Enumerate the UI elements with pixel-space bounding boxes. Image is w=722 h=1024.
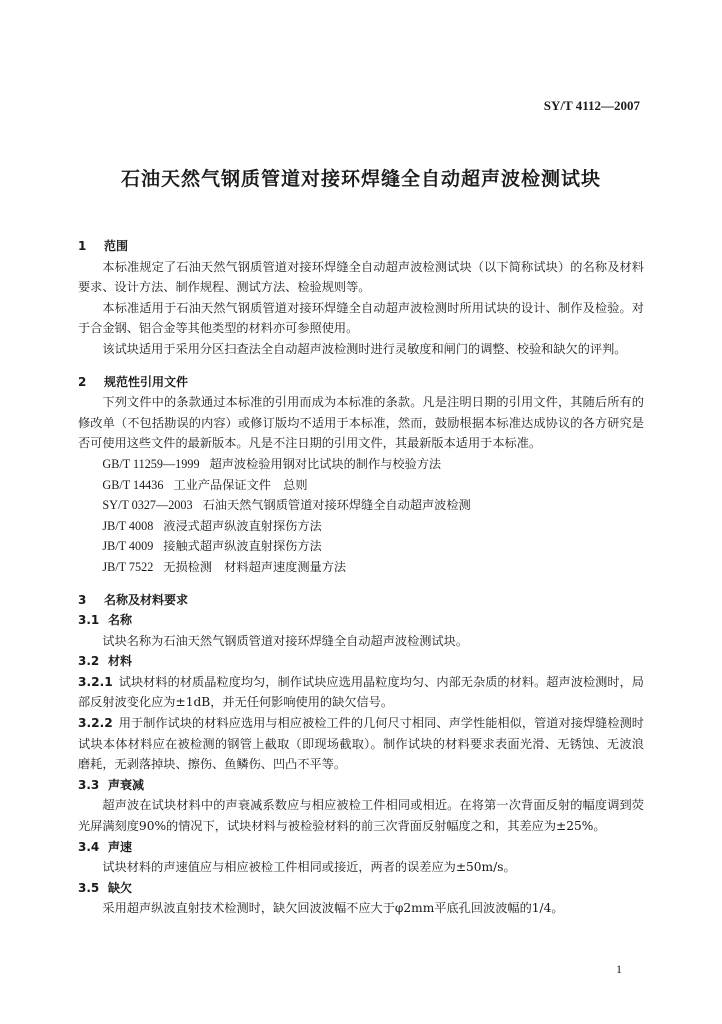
reference-item (102, 536, 644, 557)
paragraph: 试块名称为石油天然气钢质管道对接环焊缝全自动超声波检测试块。 (102, 633, 469, 648)
subsection-3-4-heading (78, 837, 644, 858)
paragraph: 试块材料的声速值应与相应被检工件相同或接近，两者的误差应为±50m/s。 (102, 860, 516, 875)
subsection-3-5-heading (78, 878, 644, 899)
reference-name: 液浸式超声纵波直射探伤方法 (163, 518, 322, 533)
reference-item (102, 475, 644, 496)
document-title: 石油天然气钢质管道对接环焊缝全自动超声波检测试块 (120, 168, 601, 190)
section-number: 1 (78, 239, 87, 253)
reference-code: JB/T 4008 (102, 518, 154, 533)
paragraph: 超声波在试块材料中的声衰减系数应与相应被检工件相同或相近。在将第一次背面反射的幅度调到荧光屏满刻度90%的情况下，试块材料与被检验材料的前三次背面反射幅度之和，其差应为±25%。 (78, 798, 644, 834)
subsection-title: 声速 (108, 839, 133, 854)
subsection-3-3-heading (78, 775, 644, 796)
section-title: 范围 (104, 239, 129, 253)
clause-text: 用于制作试块的材料应选用与相应被检工件的几何尺寸相同、声学性能相似，管道对接焊缝检测时试块本体材料应在被检测的钢管上截取（即现场截取）。制作试块的材料要求表面光滑、无锈蚀、无波浪磨耗，无剥落掉块、擦伤、鱼鳞伤、凹凸不平等。 (78, 716, 644, 772)
reference-name: 工业产品保证文件 总则 (173, 477, 308, 492)
reference-item (102, 516, 644, 537)
reference-name: 无损检测 材料超声速度测量方法 (163, 559, 347, 574)
reference-code: GB/T 14436 (102, 477, 164, 492)
reference-name: 超声波检验用钢对比试块的制作与校验方法 (209, 456, 442, 471)
subsection-number: 3.5 (78, 880, 100, 895)
subsection-title: 缺欠 (108, 880, 133, 895)
clause-text: 试块材料的材质晶粒度均匀，制作试块应选用晶粒度均匀、内部无杂质的材料。超声波检测时，局部反射波变化应为±1dB，并无任何影响使用的缺欠信号。 (78, 674, 644, 710)
document-body (78, 236, 644, 919)
reference-code: JB/T 4009 (102, 539, 154, 554)
reference-name: 接触式超声纵波直射探伤方法 (163, 539, 322, 554)
clause-3-2-2 (78, 713, 644, 775)
subsection-number: 3.2 (78, 654, 100, 669)
section-number: 2 (78, 374, 87, 389)
section-3-heading (78, 590, 644, 611)
page-number: 1 (616, 962, 622, 976)
clause-number: 3.2.2 (78, 716, 113, 731)
section-2-heading (78, 372, 644, 393)
subsection-title: 声衰减 (108, 777, 145, 792)
subsection-3-1-heading (78, 610, 644, 631)
reference-code: SY/T 0327—2003 (102, 498, 193, 513)
subsection-number: 3.1 (78, 613, 100, 628)
subsection-title: 名称 (108, 613, 133, 628)
paragraph: 本标准适用于石油天然气钢质管道对接环焊缝全自动超声波检测时所用试块的设计、制作及检验。对于合金钢、铝合金等其他类型的材料亦可参照使用。 (78, 300, 644, 336)
paragraph: 采用超声纵波直射技术检测时，缺欠回波波幅不应大于φ2mm平底孔回波波幅的1/4。 (102, 901, 564, 916)
reference-code: JB/T 7522 (102, 559, 154, 574)
reference-item (102, 495, 644, 516)
section-title: 规范性引用文件 (104, 374, 189, 389)
clause-3-2-1 (78, 672, 644, 713)
section-1-heading (78, 236, 644, 257)
subsection-number: 3.3 (78, 777, 100, 792)
subsection-number: 3.4 (78, 839, 100, 854)
reference-name: 石油天然气钢质管道对接环焊缝全自动超声波检测 (202, 498, 471, 513)
standard-number: SY/T 4112—2007 (543, 98, 640, 113)
clause-number: 3.2.1 (78, 674, 113, 689)
subsection-title: 材料 (108, 654, 133, 669)
paragraph: 下列文件中的条款通过本标准的引用而成为本标准的条款。凡是注明日期的引用文件，其随后所有的修改单（不包括勘误的内容）或修订版均不适用于本标准，然而，鼓励根据本标准达成协议的各方研究是否可使用这些文件的最新版本。凡是不注日期的引用文件，其最新版本适用于本标准。 (78, 395, 644, 451)
paragraph: 该试块适用于采用分区扫查法全自动超声波检测时进行灵敏度和闸门的调整、校验和缺欠的评判。 (102, 341, 627, 356)
reference-item (102, 557, 644, 578)
section-title: 名称及材料要求 (104, 592, 189, 607)
reference-code: GB/T 11259—1999 (102, 456, 200, 471)
section-number: 3 (78, 592, 87, 607)
reference-item (102, 454, 644, 475)
subsection-3-2-heading (78, 651, 644, 672)
paragraph: 本标准规定了石油天然气钢质管道对接环焊缝全自动超声波检测试块（以下简称试块）的名称及材料要求、设计方法、制作规程、测试方法、检验规则等。 (78, 259, 644, 295)
